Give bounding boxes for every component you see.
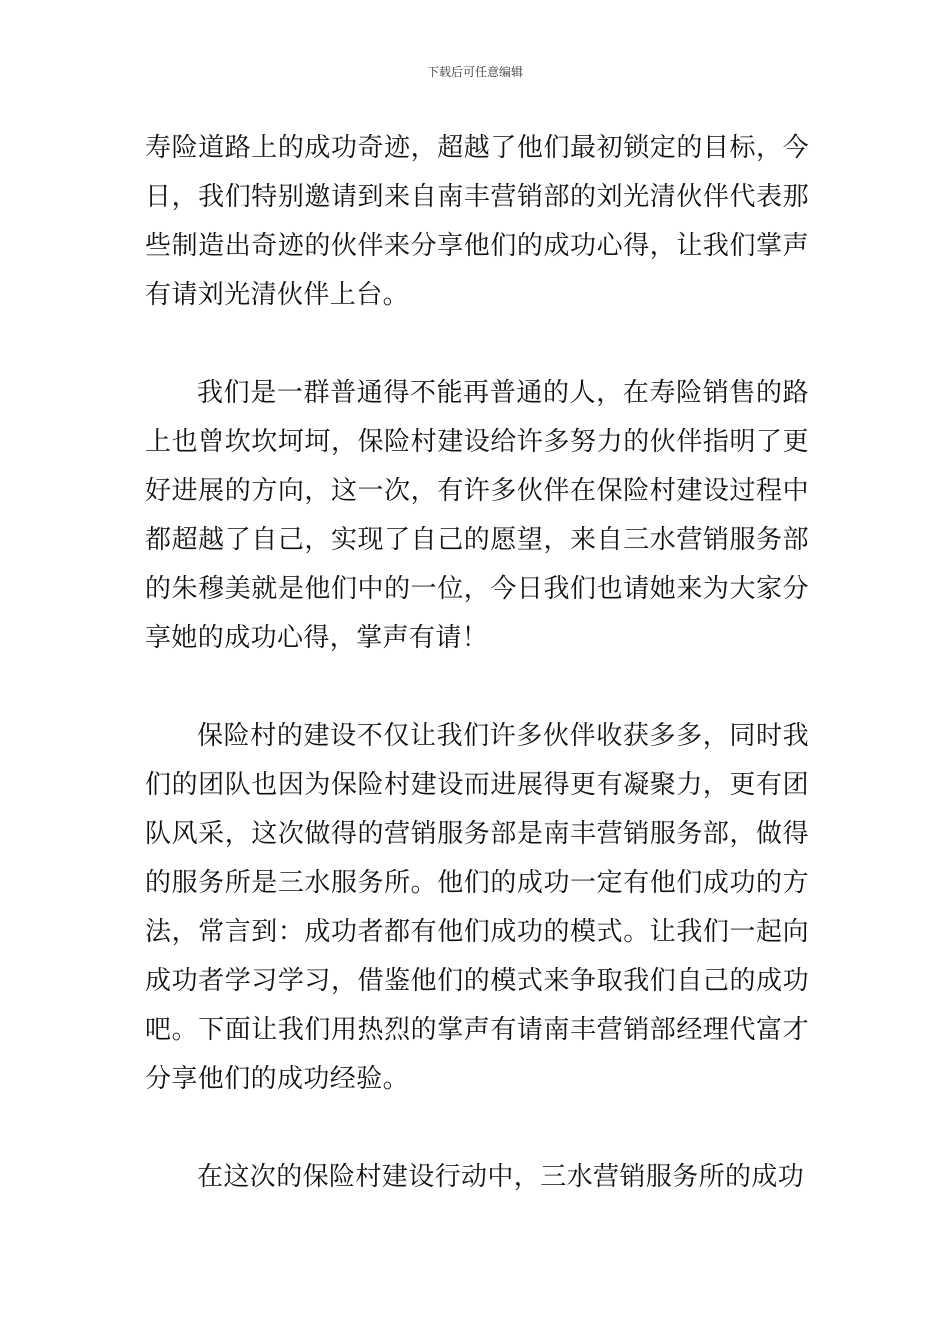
paragraph-3: 保险村的建设不仅让我们许多伙伴收获多多，同时我们的团队也因为保险村建设而进展得更有凝聚力，更有团队风采，这次做得的营销服务部是南丰营销服务部，做得的服务所是三水服务所。他们的成功一定有他们成功的方法，常言到：成功者都有他们成功的模式。让我们一起向成功者学习学习，借鉴他们的模式来争取我们自己的成功吧。下面让我们用热烈的掌声有请南丰营销部经理代富才分享他们的成功经验。 (145, 721, 809, 1094)
paragraph-2: 我们是一群普通得不能再普通的人，在寿险销售的路上也曾坎坎坷坷，保险村建设给许多努力的伙伴指明了更好进展的方向，这一次，有许多伙伴在保险村建设过程中都超越了自己，实现了自己的愿望，来自三水营销服务部的朱穆美就是他们中的一位，今日我们也请她来为大家分享她的成功心得，掌声有请！ (145, 378, 809, 653)
paragraph-1: 寿险道路上的成功奇迹，超越了他们最初锁定的目标，今日，我们特别邀请到来自南丰营销部的刘光清伙伴代表那些制造出奇迹的伙伴来分享他们的成功心得，让我们掌声有请刘光清伙伴上台。 (145, 133, 809, 310)
document-body (145, 124, 809, 1202)
paragraph-4: 在这次的保险村建设行动中，三水营销服务所的成功 (197, 1162, 805, 1192)
page-header-note: 下载后可任意编辑 (426, 65, 523, 79)
